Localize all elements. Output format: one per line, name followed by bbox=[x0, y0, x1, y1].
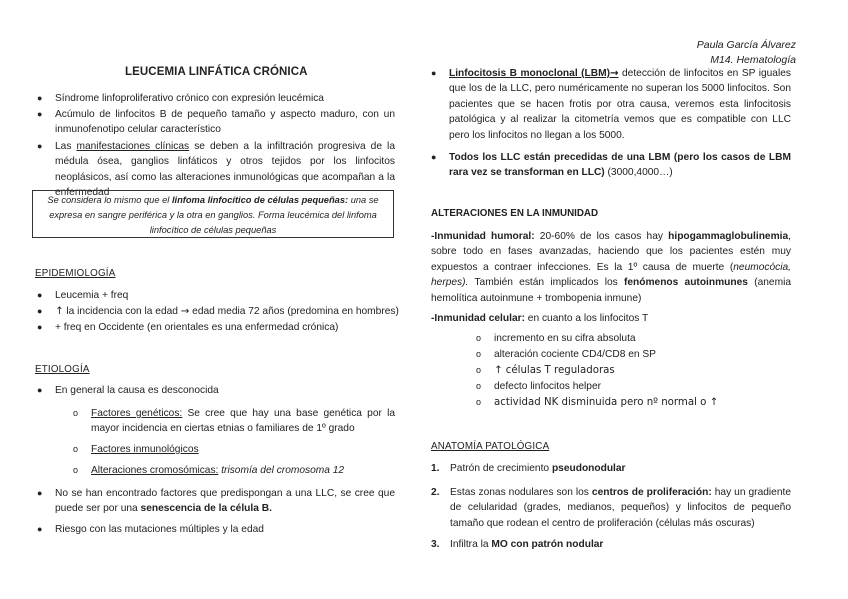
circle-bullet-icon: o bbox=[73, 408, 79, 418]
cellular-item: o ↑ células T reguladoras bbox=[476, 365, 615, 376]
cellular-item: o incremento en su cifra absoluta bbox=[476, 333, 636, 344]
cellular-item: o defecto linfocitos helper bbox=[476, 381, 602, 392]
epi-bullet-2: ● ↑ la incidencia con la edad → edad media 72 años (predomina en hombres) bbox=[37, 306, 399, 317]
pathology-heading: ANATOMÍA PATOLÓGICA bbox=[431, 441, 550, 452]
course-name: M14. Hematología bbox=[710, 54, 796, 66]
pathology-item-2: 2. Estas zonas nodulares son los centros de proliferación: hay un gradiente de celularidad (grades, medianos, pequeños) y linfocitos de pequeño tamaño que rodean el centro de proliferación (células más oscuras) bbox=[431, 487, 792, 529]
intro-bullet-2: ● Acúmulo de linfocitos B de pequeño tamaño y aspecto maduro, con un inmunofenotipo celular característico bbox=[37, 109, 395, 136]
pathology-item-1: 1. Patrón de crecimiento pseudonodular bbox=[431, 463, 626, 474]
bullet-icon: ● bbox=[431, 152, 437, 162]
bullet-icon: ● bbox=[37, 385, 43, 395]
circle-bullet-icon: o bbox=[476, 365, 482, 375]
etio-sub-1: o Factores genéticos: Se cree que hay una base genética por la mayor incidencia en ciertas etnias o familiares de 1º grado bbox=[73, 408, 396, 435]
circle-bullet-icon: o bbox=[73, 465, 79, 475]
circle-bullet-icon: o bbox=[476, 381, 482, 391]
llc-bullet: ● Todos los LLC están precedidas de una LBM (pero los casos de LBM rara vez se transforman en LLC) (3000,4000…) bbox=[431, 152, 791, 179]
immunity-heading: ALTERACIONES EN LA INMUNIDAD bbox=[431, 208, 599, 219]
etio-bullet-3: ● Riesgo con las mutaciones múltiples y la edad bbox=[37, 524, 264, 535]
cellular-item: o actividad NK disminuida pero nº normal o ↑ bbox=[476, 397, 719, 408]
bullet-icon: ● bbox=[37, 109, 43, 119]
right-arrow-icon: → bbox=[609, 68, 619, 79]
lbm-bullet: ● Linfocitosis B monoclonal (LBM)→ detección de linfocitos en SP iguales que los de la LLC, pero numéricamente no superan los 5000 linfocitos. Son pacientes que se hacen frotis por otra causa, veremos esta linfocitosis patológica y al realizar la citometría vemos que es compatible con LLC pero los linfocitos no llegan a los 5000. bbox=[431, 68, 791, 141]
humoral-paragraph: -Inmunidad humoral: 20-60% de los casos hay hipogammaglobulinemia, sobre todo en fases avanzadas, haciendo que los pacientes estén muy expuestos a contraer infecciones. Es la 1º causa de muerte (neumocócia, herpes). También están implicados los fenómenos autoinmunes (anemia hemolítica autoinmune + trombopenia inmune) bbox=[431, 231, 791, 304]
note-box: Se considera lo mismo que el linfoma linfocítico de células pequeñas: una se expresa en sangre periférica y la otra en ganglios. Forma leucémica del linfoma linfocítico de células pequeñas bbox=[32, 190, 394, 238]
right-arrow-icon: → bbox=[180, 306, 190, 317]
bullet-icon: ● bbox=[37, 290, 43, 300]
up-arrow-icon: ↑ bbox=[55, 306, 64, 317]
bullet-icon: ● bbox=[431, 68, 437, 78]
circle-bullet-icon: o bbox=[476, 397, 482, 407]
bullet-icon: ● bbox=[37, 306, 43, 316]
cellular-line: -Inmunidad celular: en cuanto a los linfocitos T bbox=[431, 313, 649, 324]
etio-sub-2: o Factores inmunológicos bbox=[73, 444, 199, 455]
bullet-icon: ● bbox=[37, 141, 43, 151]
intro-bullet-3: ● Las manifestaciones clínicas se deben a la infiltración progresiva de la médula ósea, ganglios linfáticos y otros tejidos por los linfocitos neoplásicos, así como las alteraciones inmunológicas que acompañan a la enfermedad bbox=[37, 141, 395, 199]
epi-bullet-1: ● Leucemia + freq bbox=[37, 290, 129, 301]
epi-bullet-3: ● + freq en Occidente (en orientales es una enfermedad crónica) bbox=[37, 322, 339, 333]
etio-bullet-2: ● No se han encontrado factores que predispongan a una LLC, se cree que puede ser por una senescencia de la célula B. bbox=[37, 488, 395, 515]
etio-bullet-1: ● En general la causa es desconocida bbox=[37, 385, 219, 396]
circle-bullet-icon: o bbox=[476, 349, 482, 359]
cellular-item: o alteración cociente CD4/CD8 en SP bbox=[476, 349, 656, 360]
circle-bullet-icon: o bbox=[73, 444, 79, 454]
circle-bullet-icon: o bbox=[476, 333, 482, 343]
page-title: LEUCEMIA LINFÁTICA CRÓNICA bbox=[125, 66, 308, 78]
bullet-icon: ● bbox=[37, 524, 43, 534]
etio-sub-3: o Alteraciones cromosómicas: trisomía del cromosoma 12 bbox=[73, 465, 345, 476]
author-name: Paula García Álvarez bbox=[696, 39, 796, 51]
pathology-item-3: 3. Infiltra la MO con patrón nodular bbox=[431, 539, 604, 550]
intro-bullet-1: ● Síndrome linfoproliferativo crónico con expresión leucémica bbox=[55, 91, 395, 106]
bullet-icon: ● bbox=[37, 488, 43, 498]
bullet-icon: ● bbox=[37, 93, 43, 103]
epidemiology-heading: EPIDEMIOLOGÍA bbox=[35, 268, 116, 279]
etiology-heading: ETIOLOGÍA bbox=[35, 364, 90, 375]
bullet-icon: ● bbox=[37, 322, 43, 332]
